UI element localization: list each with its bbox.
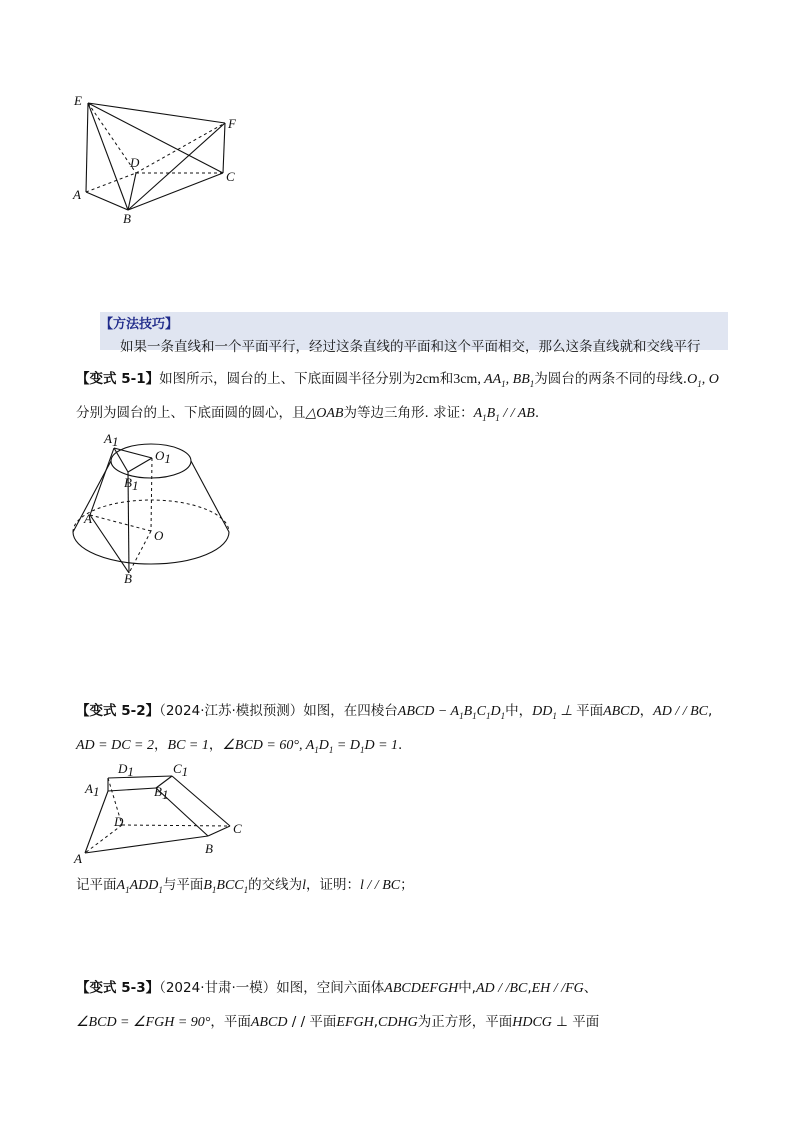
ex51-radius1: 2cm bbox=[415, 372, 440, 387]
label-B1: B1 bbox=[154, 784, 169, 802]
ex52-source: （2024·江苏·模拟预测） bbox=[159, 703, 304, 719]
ex52-q4: ，证明： bbox=[306, 877, 361, 893]
ex53-line2 bbox=[76, 1010, 599, 1031]
ex53-text4: / / 平面 bbox=[287, 1014, 337, 1030]
ex52-q2: 与平面 bbox=[162, 877, 204, 893]
ex52-plane-abcd: ABCD bbox=[603, 704, 640, 719]
figure-solid-efdcab bbox=[70, 95, 260, 230]
label-B: B bbox=[124, 571, 132, 586]
ex52-q5: ； bbox=[400, 877, 414, 893]
label-B: B bbox=[205, 841, 213, 856]
ex51-line1 bbox=[76, 367, 719, 389]
ex53-p2e: , bbox=[373, 1014, 379, 1030]
label-A: A bbox=[84, 511, 92, 526]
ex53-text5: 为正方形，平面 bbox=[417, 1014, 513, 1030]
ex51-end: . bbox=[534, 405, 540, 421]
ex53-text2: 中, bbox=[458, 980, 476, 996]
ex53-c2e: 、 bbox=[583, 980, 598, 996]
ex53-text6: ⊥ 平面 bbox=[551, 1014, 600, 1030]
method-tips-text: 如果一条直线和一个平面平行，经过这条直线的平面和这个平面相交，那么这条直线就和交线平行 bbox=[120, 339, 701, 355]
ex52-plane2: $B_1BCC_1$ bbox=[203, 878, 249, 895]
ex53-plane-cdhg: CDHG bbox=[378, 1015, 418, 1030]
ex53-eh-fg: EH / /FG bbox=[531, 981, 584, 996]
label-B1: B1 bbox=[124, 475, 139, 493]
ex52-sep2: ， bbox=[208, 737, 223, 753]
ex53-solid: ABCDEFGH bbox=[384, 981, 459, 996]
ex52-sep1: ， bbox=[154, 737, 168, 753]
ex52-tag: 【变式 5-2】 bbox=[76, 703, 160, 719]
ex53-tag: 【变式 5-3】 bbox=[76, 980, 160, 996]
ex52-end: . bbox=[398, 737, 403, 753]
ex52-text1: 如图，在四棱台 bbox=[303, 703, 398, 719]
ex51-centers: $O_1$, O bbox=[687, 372, 719, 389]
ex52-cond2: BC = 1 bbox=[167, 738, 209, 753]
label-O: O bbox=[154, 528, 164, 543]
ex52-q3: 的交线为 bbox=[248, 877, 303, 893]
ex51-line2a: 分别为圆台的上、下底面圆的圆心，且 bbox=[76, 405, 306, 421]
ex51-triangle: △OAB bbox=[305, 406, 344, 421]
ex53-line1 bbox=[76, 976, 597, 997]
ex52-cond1: AD = DC = 2 bbox=[76, 738, 155, 753]
ex53-plane-efgh: EFGH bbox=[336, 1015, 374, 1030]
ex51-radius2: 3cm bbox=[453, 372, 478, 387]
label-C: C bbox=[226, 169, 235, 184]
ex53-text1: 如图，空间六面体 bbox=[276, 980, 385, 996]
ex51-goal: $A_1B_1$ / / AB bbox=[473, 406, 535, 423]
label-O1: O1 bbox=[155, 448, 171, 466]
ex52-text2: 中， bbox=[505, 703, 533, 719]
ex53-ad-bc: AD / /BC bbox=[475, 981, 528, 996]
ex53-source: （2024·甘肃·一模） bbox=[159, 980, 277, 996]
ex51-tag: 【变式 5-1】 bbox=[76, 371, 160, 387]
figure-cone-frustum bbox=[70, 430, 250, 590]
method-tips-title: 【方法技巧】 bbox=[100, 317, 179, 332]
figure-frustum-abcd bbox=[70, 758, 260, 866]
ex52-line2 bbox=[76, 733, 402, 755]
ex53-text3: ，平面 bbox=[210, 1014, 251, 1030]
ex52-comma: ， bbox=[639, 703, 654, 719]
label-D1: D1 bbox=[118, 761, 134, 779]
ex52-goal: l / / BC bbox=[360, 878, 401, 893]
label-B: B bbox=[123, 211, 131, 226]
ex52-question bbox=[76, 873, 414, 895]
label-D: D bbox=[130, 155, 140, 170]
ex52-cond3: ∠BCD = 60° bbox=[222, 738, 299, 753]
ex51-text2: 和 bbox=[439, 371, 454, 387]
ex52-line-l: l bbox=[302, 878, 307, 893]
ex51-text1: 如图所示，圆台的上、下底面圆半径分别为 bbox=[159, 371, 416, 387]
ex52-q1: 记平面 bbox=[76, 877, 117, 893]
label-F: F bbox=[228, 116, 236, 131]
ex52-plane1: $A_1ADD_1$ bbox=[116, 878, 163, 895]
ex52-solid: ABCD − $A_1B_1C_1D_1$ bbox=[397, 704, 506, 721]
ex52-ad-bc: AD / / BC bbox=[653, 704, 708, 719]
ex52-cond4: , $A_1D_1 = D_1D = 1$ bbox=[298, 738, 399, 755]
ex53-c1e: , bbox=[527, 980, 532, 996]
label-E: E bbox=[74, 93, 82, 108]
ex53-angles: ∠BCD = ∠FGH = 90° bbox=[76, 1015, 211, 1030]
label-D: D bbox=[114, 814, 124, 829]
ex52-perp: $DD_1$ ⊥ bbox=[532, 704, 577, 721]
ex52-line1 bbox=[76, 699, 712, 721]
ex52-c1e: , bbox=[707, 703, 713, 719]
ex52-plane: 平面 bbox=[576, 703, 604, 719]
ex51-line2 bbox=[76, 401, 539, 423]
ex51-line2b: 为等边三角形. 求证： bbox=[343, 405, 474, 421]
label-C1: C1 bbox=[173, 761, 189, 779]
label-C: C bbox=[233, 821, 242, 836]
label-A1: A1 bbox=[85, 781, 100, 799]
label-A: A bbox=[74, 851, 82, 866]
ex51-text3: 为圆台的两条不同的母线. bbox=[534, 371, 688, 387]
label-A1: A1 bbox=[104, 431, 119, 449]
ex51-gen-lines: , $AA_1$, $BB_1$ bbox=[477, 372, 535, 389]
ex53-plane-abcd: ABCD bbox=[250, 1015, 288, 1030]
label-A: A bbox=[73, 187, 81, 202]
ex53-plane-hdcg: HDCG bbox=[512, 1015, 552, 1030]
